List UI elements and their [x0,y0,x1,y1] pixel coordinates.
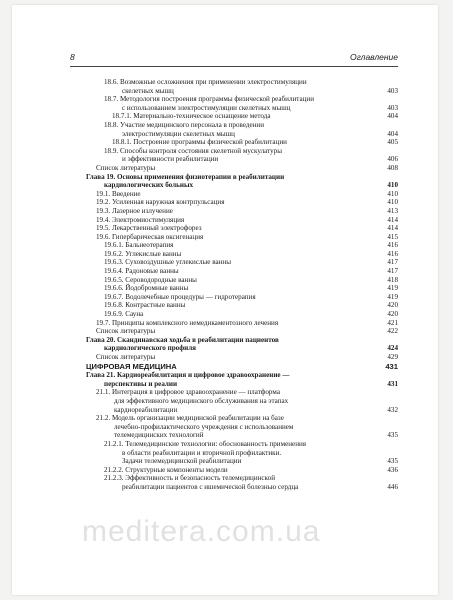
toc-page-number: 403 [387,86,398,95]
toc-page-number: 404 [387,112,398,121]
toc-page-number: 420 [387,310,398,319]
watermark: meditera.com.ua [82,515,321,548]
toc-entry [70,301,398,310]
toc-page-number: 446 [387,482,398,491]
toc-entry [70,78,398,95]
toc-entry-text: 19.6.7. Водолечебные процедуры — гидротерапия [104,292,256,301]
toc-entry-text: 21.2.3. Эффективность и безопасность телемедицинской [104,474,275,483]
toc-page-number: 435 [387,431,398,440]
toc-entry-text: 19.6.4. Радоновые ванны [104,267,179,276]
toc-entry-text: 21.2.1. Телемедицинские технологии: обоснованность применения [104,439,307,448]
toc-entry-text: перспективы и реалии [104,379,178,388]
toc-entry [70,310,398,319]
toc-entry-text: 19.7. Принципы комплексного немедикаментозного лечения [96,318,279,327]
toc-entry-text: 19.6. Гипербарическая оксигенация [96,232,204,241]
toc-entry [70,224,398,233]
toc-entry [70,138,398,147]
toc-entry [70,327,398,336]
toc-chapter [70,371,398,388]
toc-entry [70,258,398,267]
toc-entry [70,474,398,491]
toc-entry [70,241,398,250]
toc-entry-text: Глава 20. Скандинавская ходьба в реабилитации пациентов [86,335,279,344]
toc-page-number: 416 [387,241,398,250]
toc-entry [70,121,398,138]
toc-page-number: 419 [387,284,398,293]
toc-entry-text: 19.6.6. Йодобромные ванны [104,284,189,293]
toc-entry-text: 18.6. Возможные осложнения при применении электростимуляции [104,78,307,86]
toc-entry-text: 19.4. Электромиостимуляция [96,215,185,224]
toc-page-number: 419 [387,292,398,301]
toc-section [70,363,398,372]
toc-entry [70,353,398,362]
toc-entry [70,164,398,173]
table-of-contents [70,78,398,492]
toc-entry-text: кардиореабилитации [114,405,178,414]
toc-entry-text: ЦИФРОВАЯ МЕДИЦИНА [86,361,177,371]
toc-entry [70,319,398,328]
toc-entry-text: 21.2. Модель организации медицинской реабилитации на базе [96,414,284,423]
toc-page-number: 406 [387,155,398,164]
toc-entry-text: 21.2.2. Структурные компоненты модели [104,465,228,474]
toc-entry-text: для эффективного медицинского обслуживания на этапах [114,396,289,405]
toc-page-number: 432 [387,405,398,414]
toc-entry-text: 19.6.3. Суховоздушные углекислые ванны [104,258,231,267]
toc-entry-text: Список литературы [96,163,156,172]
toc-entry-text: лечебно-профилактического учреждения с использованием [114,422,294,431]
toc-page-number: 424 [387,344,398,353]
toc-page-number: 420 [387,301,398,310]
toc-entry [70,147,398,164]
toc-entry-text: 21.1. Интеграция в цифровое здравоохранение — платформа [96,388,280,397]
toc-entry-text: кардиологического профиля [104,344,197,353]
toc-entry-text: 19.6.9. Сауна [104,310,144,319]
toc-entry [70,293,398,302]
toc-entry-text: 19.6.2. Углекислые ванны [104,249,182,258]
page-number: 8 [70,52,75,62]
toc-page-number: 414 [387,215,398,224]
toc-page-number: 422 [387,327,398,336]
toc-entry [70,233,398,242]
toc-entry [70,95,398,112]
toc-entry-text: Список литературы [96,327,156,336]
toc-page-number: 417 [387,267,398,276]
toc-page-number: 436 [387,465,398,474]
toc-entry-text: в области реабилитации и вторичной профилактики. [122,448,282,457]
toc-entry-text: и эффективности реабилитации [122,155,219,164]
toc-entry-text: 19.6.5. Сероводородные ванны [104,275,197,284]
toc-entry-text: Список литературы [96,353,156,361]
toc-entry [70,216,398,225]
toc-page-number: 404 [387,129,398,138]
toc-page-number: 435 [387,457,398,466]
toc-entry-text: 18.8.1. Построение программы физической реабилитации [112,138,287,147]
toc-entry-text: 19.1. Введение [96,189,141,198]
toc-page-number: 408 [387,163,398,172]
toc-entry-text: электростимуляции скелетных мышц [122,129,235,138]
toc-page-number: 410 [387,198,398,207]
toc-entry-text: реабилитации пациентов с ишемической болезнью сердца [122,482,299,491]
toc-entry-text: с использованием электростимуляции скелетных мышц [122,103,291,112]
toc-entry [70,190,398,199]
toc-entry-text: кардиологических больных [104,181,194,190]
toc-page-number: 418 [387,275,398,284]
toc-page-number: 429 [387,353,398,361]
toc-entry-text: 19.6.8. Контрастные ванны [104,301,186,310]
toc-page-number: 431 [387,379,398,388]
toc-entry-text: 19.3. Лазерное излучение [96,206,173,215]
toc-entry [70,466,398,475]
toc-entry [70,207,398,216]
toc-entry-text: телемедицинских технологий [114,431,204,440]
toc-page-number: 415 [387,232,398,241]
toc-entry [70,267,398,276]
toc-entry-text: 19.6.1. Бальнеотерапия [104,241,174,250]
toc-page-number: 403 [387,103,398,112]
toc-entry [70,284,398,293]
toc-entry-text: скелетных мышц [122,86,174,95]
toc-page-number: 416 [387,249,398,258]
toc-page-number: 417 [387,258,398,267]
toc-page-number: 410 [387,189,398,198]
toc-entry [70,112,398,121]
toc-entry-text: 18.8. Участие медицинского персонала в проведении [104,120,265,129]
toc-page-number: 431 [385,361,398,371]
toc-page-number: 413 [387,206,398,215]
toc-entry-text: Задачи телемедицинской реабилитации [122,457,242,466]
toc-chapter [70,173,398,190]
toc-entry-text: 19.2. Усиленная наружная контрпульсация [96,198,225,207]
toc-entry-text: 19.5. Лекарственный электрофорез [96,224,202,233]
toc-entry [70,276,398,285]
toc-page-number: 410 [387,181,398,190]
toc-page-number: 414 [387,224,398,233]
toc-entry [70,440,398,466]
toc-entry [70,388,398,414]
toc-entry [70,414,398,440]
toc-entry-text: Глава 21. Кардиореабилитация и цифровое здравоохранение — [86,371,290,380]
toc-entry [70,250,398,259]
toc-entry-text: 18.9. Способы контроля состояния скелетной мускулатуры [104,146,282,155]
header-rule [70,66,398,67]
toc-page-number: 421 [387,318,398,327]
toc-entry-text: 18.7. Методология построения программы физической реабилитации [104,95,315,104]
toc-page-number: 405 [387,138,398,147]
toc-entry-text: Глава 19. Основы применения физиотерапии в реабилитации [86,172,285,181]
toc-entry-text: 18.7.1. Материально-техническое оснащение метода [112,112,271,121]
toc-entry [70,198,398,207]
running-title: Оглавление [349,52,398,62]
toc-chapter [70,336,398,353]
